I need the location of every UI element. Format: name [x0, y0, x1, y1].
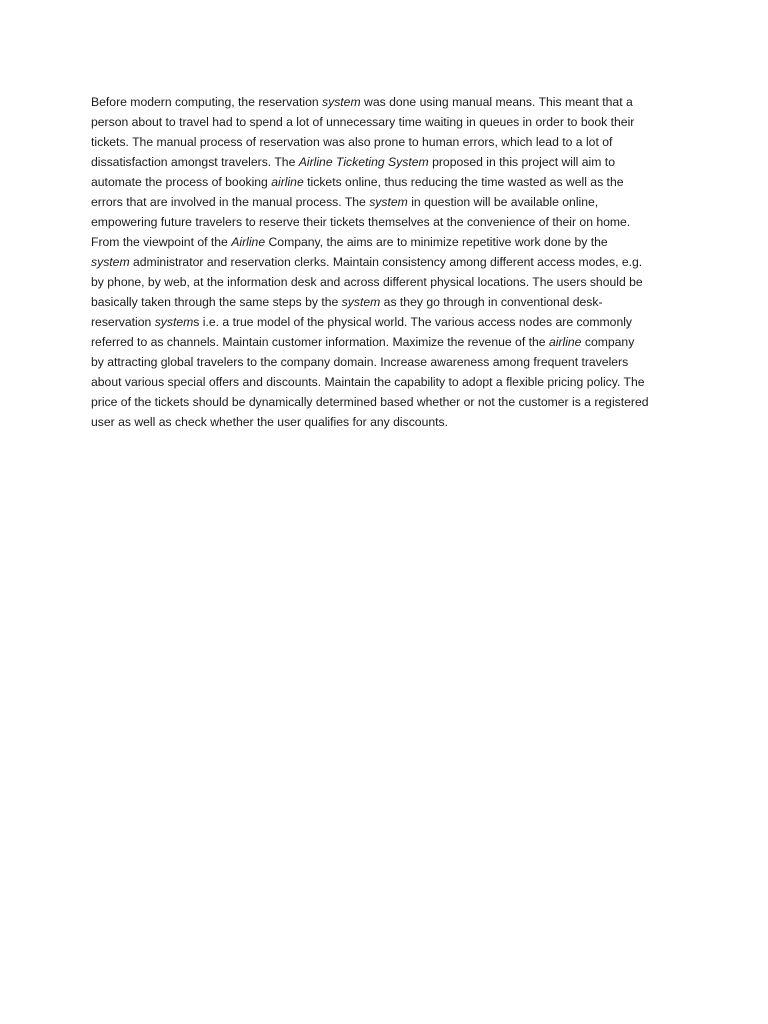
text-run: tickets online, thus reducing the time wasted as well as the	[303, 175, 624, 189]
text-run: tickets. The manual process of reservation was also prone to human errors, which lead to a lot of	[91, 135, 613, 149]
text-line	[91, 292, 681, 312]
text-line	[91, 152, 681, 172]
text-run: company	[581, 335, 635, 349]
italic-text-run: system	[341, 295, 381, 309]
text-run: in question will be available online,	[407, 195, 599, 209]
text-line	[91, 112, 681, 132]
italic-text-run: Airline	[231, 235, 266, 249]
text-run: errors that are involved in the manual process. The	[91, 195, 370, 209]
text-line	[91, 132, 681, 152]
text-run: administrator and reservation clerks. Maintain consistency among different access modes, e.g.	[129, 255, 643, 269]
italic-text-run: system	[369, 195, 408, 209]
text-run: by attracting global travelers to the company domain. Increase awareness among frequent travelers	[91, 355, 629, 369]
text-line	[91, 272, 681, 292]
text-run: empowering future travelers to reserve their tickets themselves at the convenience of their on home.	[91, 215, 631, 229]
text-run: person about to travel had to spend a lot of unnecessary time waiting in queues in order to book their	[91, 115, 635, 129]
text-run: dissatisfaction amongst travelers. The	[91, 155, 299, 169]
text-run: s i.e. a true model of the physical world. The various access nodes are commonly	[193, 315, 633, 329]
text-run: was done using manual means. This meant that a	[360, 95, 633, 109]
text-line	[91, 232, 681, 252]
text-run: price of the tickets should be dynamically determined based whether or not the customer is a registered	[91, 395, 649, 409]
italic-text-run: airline	[271, 175, 304, 189]
text-run: by phone, by web, at the information desk and across different physical locations. The users should be	[91, 275, 643, 289]
text-run: basically taken through the same steps by the	[91, 295, 342, 309]
italic-text-run: system	[154, 315, 194, 329]
italic-text-run: airline	[548, 335, 582, 349]
body-paragraph	[91, 92, 681, 432]
text-run: referred to as channels. Maintain customer information. Maximize the revenue of the	[91, 335, 549, 349]
text-run: Company, the aims are to minimize repetitive work done by the	[265, 235, 608, 249]
text-run: user as well as check whether the user qualifies for any discounts.	[91, 415, 449, 429]
italic-text-run: Airline Ticketing System	[298, 155, 429, 169]
text-run: proposed in this project will aim to	[428, 155, 615, 169]
text-line	[91, 332, 681, 352]
text-line	[91, 212, 681, 232]
text-line	[91, 372, 681, 392]
text-line	[91, 92, 681, 112]
text-line	[91, 412, 681, 432]
text-run: automate the process of booking	[91, 175, 272, 189]
text-run: reservation	[91, 315, 155, 329]
text-line	[91, 312, 681, 332]
text-line	[91, 172, 681, 192]
text-run: From the viewpoint of the	[91, 235, 232, 249]
text-line	[91, 392, 681, 412]
italic-text-run: system	[91, 255, 130, 269]
text-run: about various special offers and discounts. Maintain the capability to adopt a flexible pricing policy. The	[91, 375, 645, 389]
text-line	[91, 252, 681, 272]
text-line	[91, 352, 681, 372]
text-line	[91, 192, 681, 212]
text-run: as they go through in conventional desk-	[380, 295, 603, 309]
italic-text-run: system	[322, 95, 361, 109]
text-run: Before modern computing, the reservation	[91, 95, 323, 109]
